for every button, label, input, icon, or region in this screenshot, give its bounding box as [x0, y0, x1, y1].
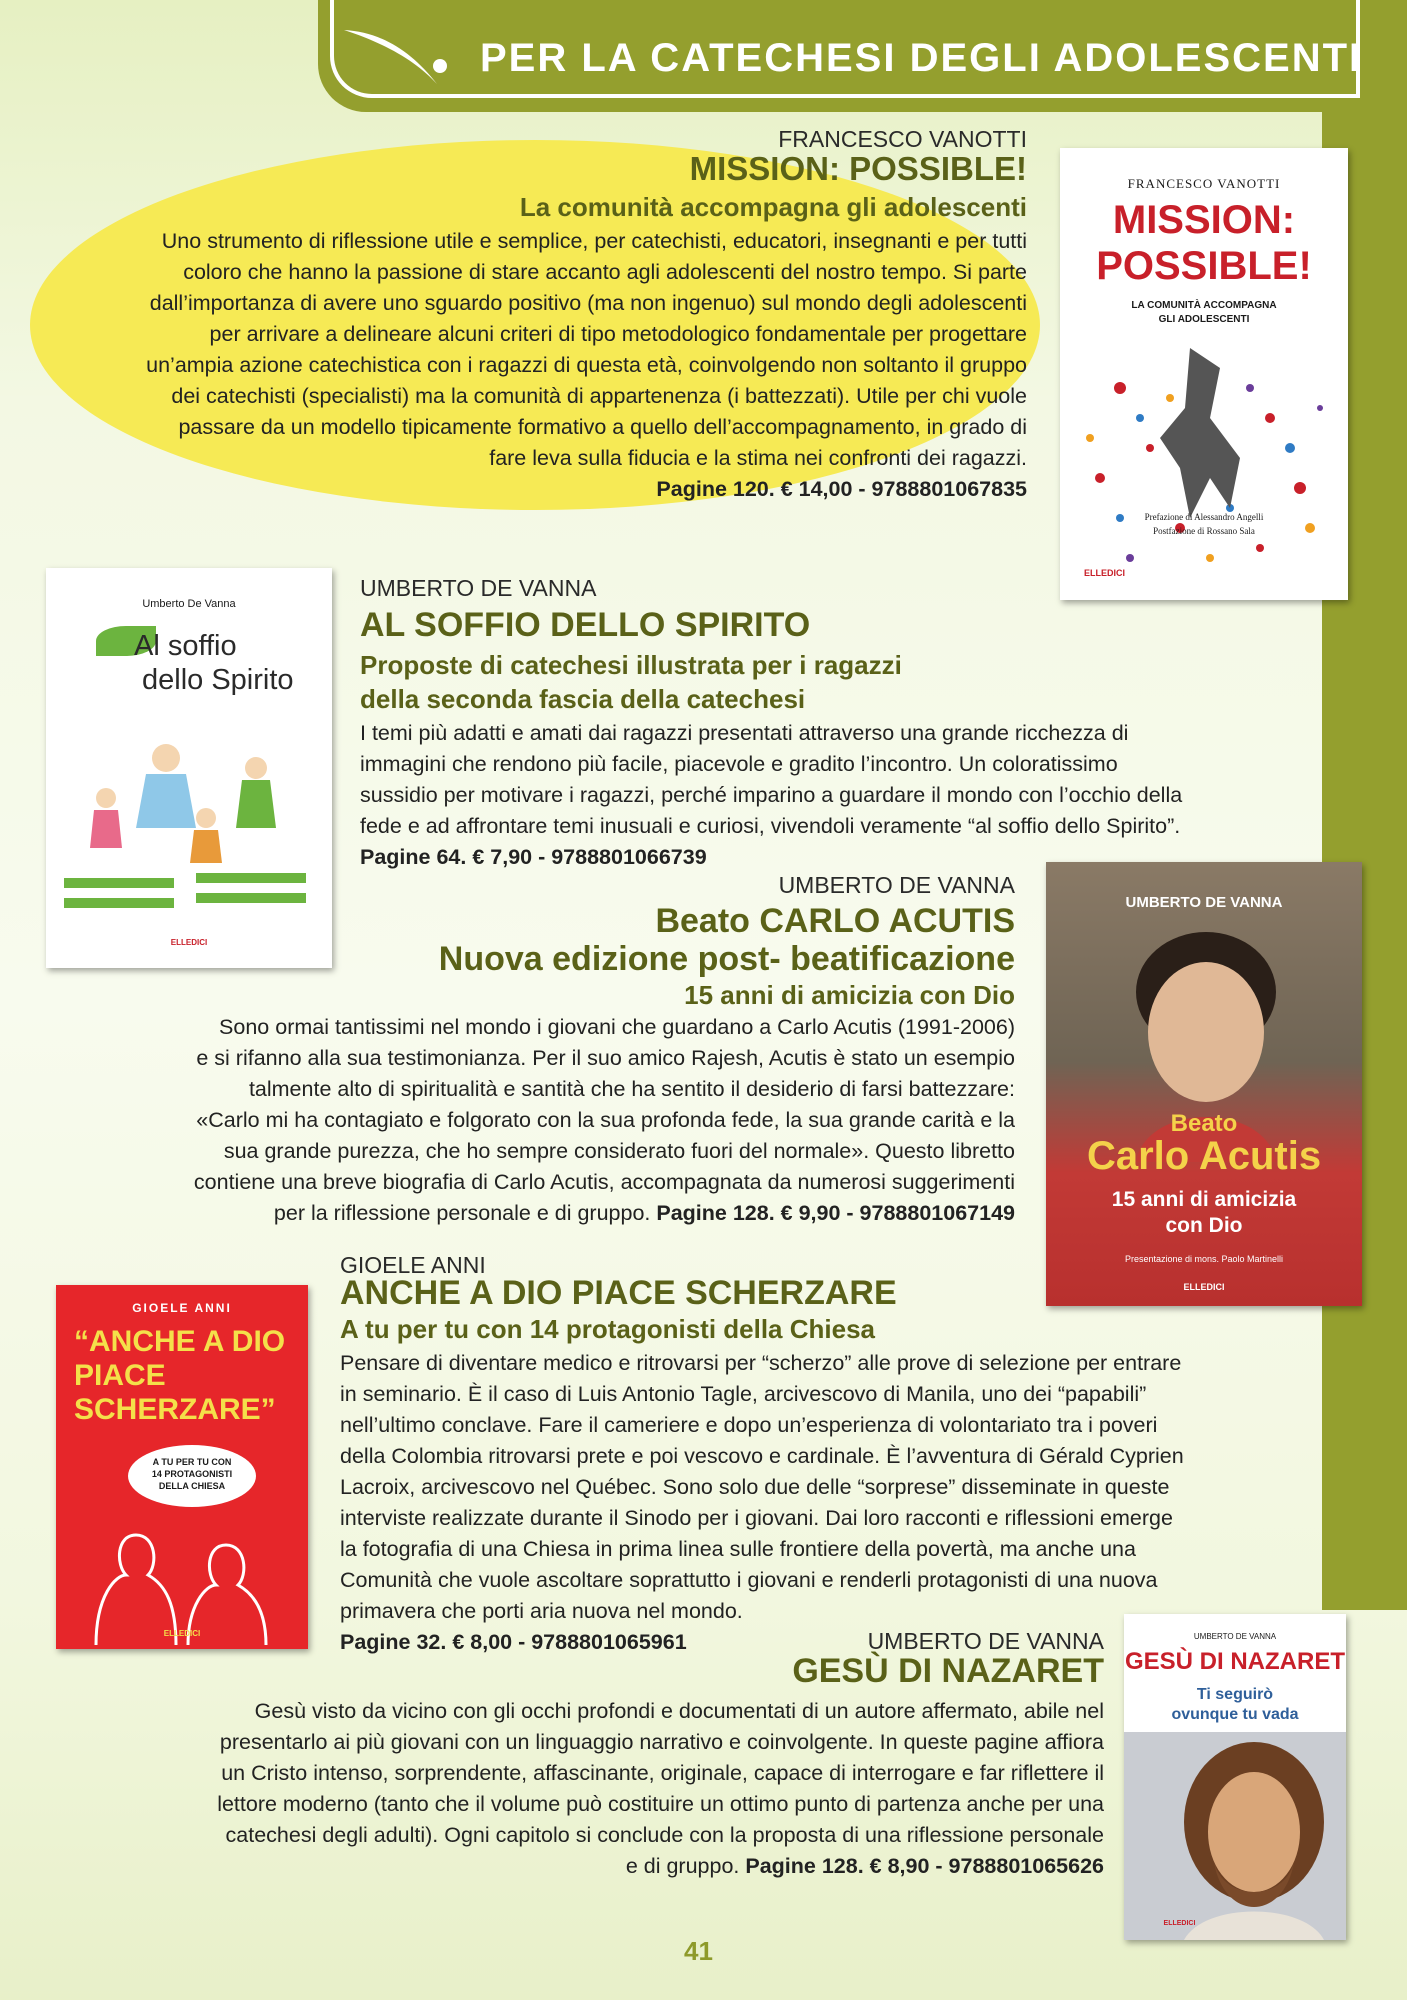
book2-body-line: I temi più adatti e amati dai ragazzi presentati attraverso una grande ricchezza di	[360, 721, 1129, 745]
book3-subtitle2: 15 anni di amicizia con Dio	[684, 980, 1015, 1010]
book3-body-line: Sono ormai tantissimi nel mondo i giovani che guardano a Carlo Acutis (1991-2006)	[219, 1015, 1015, 1039]
book2-subtitle2: della seconda fascia della catechesi	[360, 684, 806, 714]
book5-cover-publisher: ELLEDICI	[1163, 1920, 1196, 1927]
cover-band	[64, 878, 174, 888]
book4-author: GIOELE ANNI	[340, 1252, 486, 1278]
book3-title: Beato CARLO ACUTIS	[655, 902, 1015, 940]
book4-description	[340, 1348, 1184, 1658]
book1-cover-author: FRANCESCO VANOTTI	[1127, 176, 1281, 191]
book3-body-line: «Carlo mi ha contagiato e folgorato con la sua profonda fede, la sua grande carità e la	[196, 1108, 1015, 1132]
book5-cover-author: UMBERTO DE VANNA	[1193, 1632, 1277, 1641]
book3-description	[194, 1012, 1015, 1229]
book1-cover-publisher: ELLEDICI	[1084, 568, 1126, 578]
book3-body-line: sua grande purezza, che ho sempre considerato fuori del normale». Questo libretto	[223, 1139, 1015, 1163]
book1-cover-illustration	[1060, 328, 1348, 588]
book5-cover-portrait	[1124, 1732, 1346, 1940]
book3-author: UMBERTO DE VANNA	[778, 872, 1015, 898]
book4-cover-bubble1: A TU PER TU CON	[152, 1457, 232, 1467]
book3-body-line: contiene una breve biografia di Carlo Acutis, accompagnata da numerosi suggerimenti	[193, 1170, 1015, 1194]
cover-band	[196, 893, 306, 903]
book2-subtitle1: Proposte di catechesi illustrata per i ragazzi	[360, 650, 902, 680]
book3-cover-sub2: con Dio	[1165, 1214, 1243, 1237]
book5-description	[217, 1696, 1104, 1882]
book1-cover	[1060, 148, 1348, 600]
book4-body-line: della Colombia ritrovarsi prete e poi vescovo e cardinale. È l’avventura di Gérald Cyprien	[340, 1444, 1184, 1468]
book4-body-line: Lacroix, arcivescovo nel Québec. Sono solo due delle “sorprese” disseminate in queste	[340, 1475, 1170, 1499]
book1-body-line: Uno strumento di riflessione utile e semplice, per catechisti, educatori, insegnanti e per tutti	[161, 229, 1027, 253]
book1-author: FRANCESCO VANOTTI	[778, 126, 1027, 152]
book3-body-line: per la riflessione personale e di gruppo.	[273, 1201, 651, 1225]
book1-body-line: dei catechisti (specialisti) ma la comunità di appartenenza (i battezzati). Utile per chi vuole	[171, 384, 1027, 408]
book2-cover	[46, 568, 332, 968]
book2-cover-publisher: ELLEDICI	[170, 938, 208, 947]
book5-body-line: e di gruppo.	[625, 1854, 740, 1878]
book2-body-line: sussidio per motivare i ragazzi, perché imparino a guardare il mondo con l’occhio della	[360, 783, 1183, 807]
book4-meta: Pagine 32. € 8,00 - 9788801065961	[340, 1630, 687, 1654]
book5-meta: Pagine 128. € 8,90 - 9788801065626	[745, 1854, 1104, 1878]
section-title: PER LA CATECHESI DEGLI ADOLESCENTI	[480, 36, 1363, 80]
cover-band	[196, 873, 306, 883]
book4-cover-line3: SCHERZARE”	[74, 1393, 276, 1426]
book4-body-line: in seminario. È il caso di Luis Antonio Tagle, arcivescovo di Manila, uno dei “papabili”	[340, 1382, 1147, 1406]
book1-cover-sub2: GLI ADOLESCENTI	[1158, 314, 1250, 325]
book4-cover-publisher: ELLEDICI	[163, 1629, 201, 1638]
book4-body-line: la fotografia di una Chiesa in prima linea sulle frontiere della povertà, ma anche una	[340, 1537, 1136, 1561]
book1-body-line: un’ampia azione catechistica con i ragazzi di questa età, coinvolgendo non soltanto il gruppo	[146, 353, 1027, 377]
book1-cover-line1: MISSION:	[1112, 198, 1296, 242]
book4-cover-line2: PIACE	[74, 1359, 166, 1392]
book4-body-line: Comunità che vuole ascoltare soprattutto i giovani e renderli protagonisti di una nuova	[340, 1568, 1158, 1592]
book5-body-line: presentarlo ai più giovani con un linguaggio narrativo e coinvolgente. In queste pagine affiora	[219, 1730, 1104, 1754]
book5-author: UMBERTO DE VANNA	[867, 1628, 1104, 1654]
book5-title: GESÙ DI NAZARET	[792, 1652, 1104, 1690]
book2-body-line: fede e ad affrontare temi inusuali e curiosi, vivendoli veramente “al soffio dello Spirito”.	[360, 814, 1181, 838]
book5-body-line: un Cristo intenso, sorprendente, affascinante, originale, capace di interrogare e far riflettere il	[221, 1761, 1104, 1785]
book4-subtitle: A tu per tu con 14 protagonisti della Chiesa	[340, 1314, 876, 1344]
book2-cover-author: Umberto De Vanna	[142, 598, 236, 610]
book3-body-line: talmente alto di spiritualità e santità che ha sentito il desiderio di farsi battezzare:	[248, 1077, 1015, 1101]
book4-body-line: interviste realizzate durante il Sinodo per i giovani. Dai loro racconti e riflessioni emerge	[340, 1506, 1173, 1530]
book5-body-line: catechesi degli adulti). Ogni capitolo si conclude con la proposta di una riflessione personale	[225, 1823, 1104, 1847]
book2-author: UMBERTO DE VANNA	[360, 575, 597, 601]
book5-cover-line1: GESÙ DI NAZARET	[1124, 1648, 1345, 1675]
book2-cover-line1: Al soffio	[134, 630, 237, 662]
book1-cover-pref1: Prefazione di Alessandro Angelli	[1144, 512, 1264, 522]
swoosh-logo-icon	[342, 22, 452, 92]
book3-subtitle1: Nuova edizione post- beatificazione	[438, 940, 1015, 978]
book4-body-line: nell’ultimo conclave. Fare il cameriere e dopo un’esperienza di volontariato tra i poveri	[340, 1413, 1158, 1437]
book1-subtitle: La comunità accompagna gli adolescenti	[519, 192, 1027, 222]
book1-description	[146, 226, 1027, 505]
page-number: 41	[684, 1936, 713, 1966]
book5-cover-sub1: Ti seguirò	[1196, 1686, 1274, 1703]
book2-meta: Pagine 64. € 7,90 - 9788801066739	[360, 845, 707, 869]
book5-cover-sub2: ovunque tu vada	[1171, 1706, 1299, 1723]
book4-body-line: Pensare di diventare medico e ritrovarsi per “scherzo” alle prove di selezione per entrare	[340, 1351, 1182, 1375]
book4-cover-silhouettes	[66, 1505, 298, 1645]
book5-body-line: lettore moderno (tanto che il volume può costituire un ottimo punto di partenza anche per una	[217, 1792, 1104, 1816]
book5-body-line: Gesù visto da vicino con gli occhi profondi e documentati di un autore affermato, abile nel	[254, 1699, 1104, 1723]
book5-cover	[1124, 1614, 1346, 1940]
book3-cover-sub1: 15 anni di amicizia	[1111, 1188, 1297, 1211]
book2-title: AL SOFFIO DELLO SPIRITO	[360, 606, 811, 644]
book1-cover-line2: POSSIBLE!	[1096, 244, 1312, 288]
book2-description	[360, 718, 1182, 873]
book3-body-line: e si rifanno alla sua testimonianza. Per il suo amico Rajesh, Acutis è stato un esempio	[196, 1046, 1015, 1070]
book4-cover-bubble3: DELLA CHIESA	[158, 1481, 226, 1491]
book2-body-line: immagini che rendono più facile, piacevole e gradito l’incontro. Un coloratissimo	[360, 752, 1118, 776]
book3-cover-line2: Carlo Acutis	[1086, 1134, 1322, 1178]
book2-cover-line2: dello Spirito	[142, 664, 294, 696]
book3-meta: Pagine 128. € 9,90 - 9788801067149	[656, 1201, 1015, 1225]
book3-cover-publisher: ELLEDICI	[1183, 1282, 1225, 1292]
book4-cover-line1: “ANCHE A DIO	[74, 1325, 286, 1358]
book4-body-line: primavera che porti aria nuova nel mondo.	[340, 1599, 743, 1623]
book3-cover-line1: Beato	[1170, 1110, 1238, 1137]
book1-body-line: dall’importanza di avere uno sguardo positivo (ma non ingenuo) sul mondo degli adolescenti	[149, 291, 1027, 315]
book2-cover-illustration	[66, 718, 316, 868]
book1-body-line: coloro che hanno la passione di stare accanto agli adolescenti del nostro tempo. Si parte	[183, 260, 1027, 284]
book4-cover-bubble2: 14 PROTAGONISTI	[151, 1469, 233, 1479]
book1-body-line: per arrivare a delineare alcuni criteri di tipo metodologico fondamentale per progettare	[209, 322, 1027, 346]
book3-cover-pref: Presentazione di mons. Paolo Martinelli	[1124, 1254, 1284, 1264]
book3-cover	[1046, 862, 1362, 1306]
book4-title: ANCHE A DIO PIACE SCHERZARE	[340, 1274, 897, 1312]
book3-cover-author: UMBERTO DE VANNA	[1125, 894, 1283, 911]
book1-title: MISSION: POSSIBLE!	[689, 150, 1027, 187]
book1-meta: Pagine 120. € 14,00 - 9788801067835	[656, 477, 1027, 501]
book4-cover	[56, 1285, 308, 1649]
book1-body-line: passare da un modello tipicamente formativo a quello dell’accompagnamento, in grado di	[178, 415, 1027, 439]
cover-band	[64, 898, 174, 908]
book1-body-line: fare leva sulla fiducia e la stima nei confronti dei ragazzi.	[489, 446, 1027, 470]
book1-cover-pref2: Postfazione di Rossano Sala	[1153, 526, 1255, 536]
book1-cover-sub1: LA COMUNITÀ ACCOMPAGNA	[1131, 300, 1277, 311]
book4-cover-author: GIOELE ANNI	[132, 1301, 232, 1315]
